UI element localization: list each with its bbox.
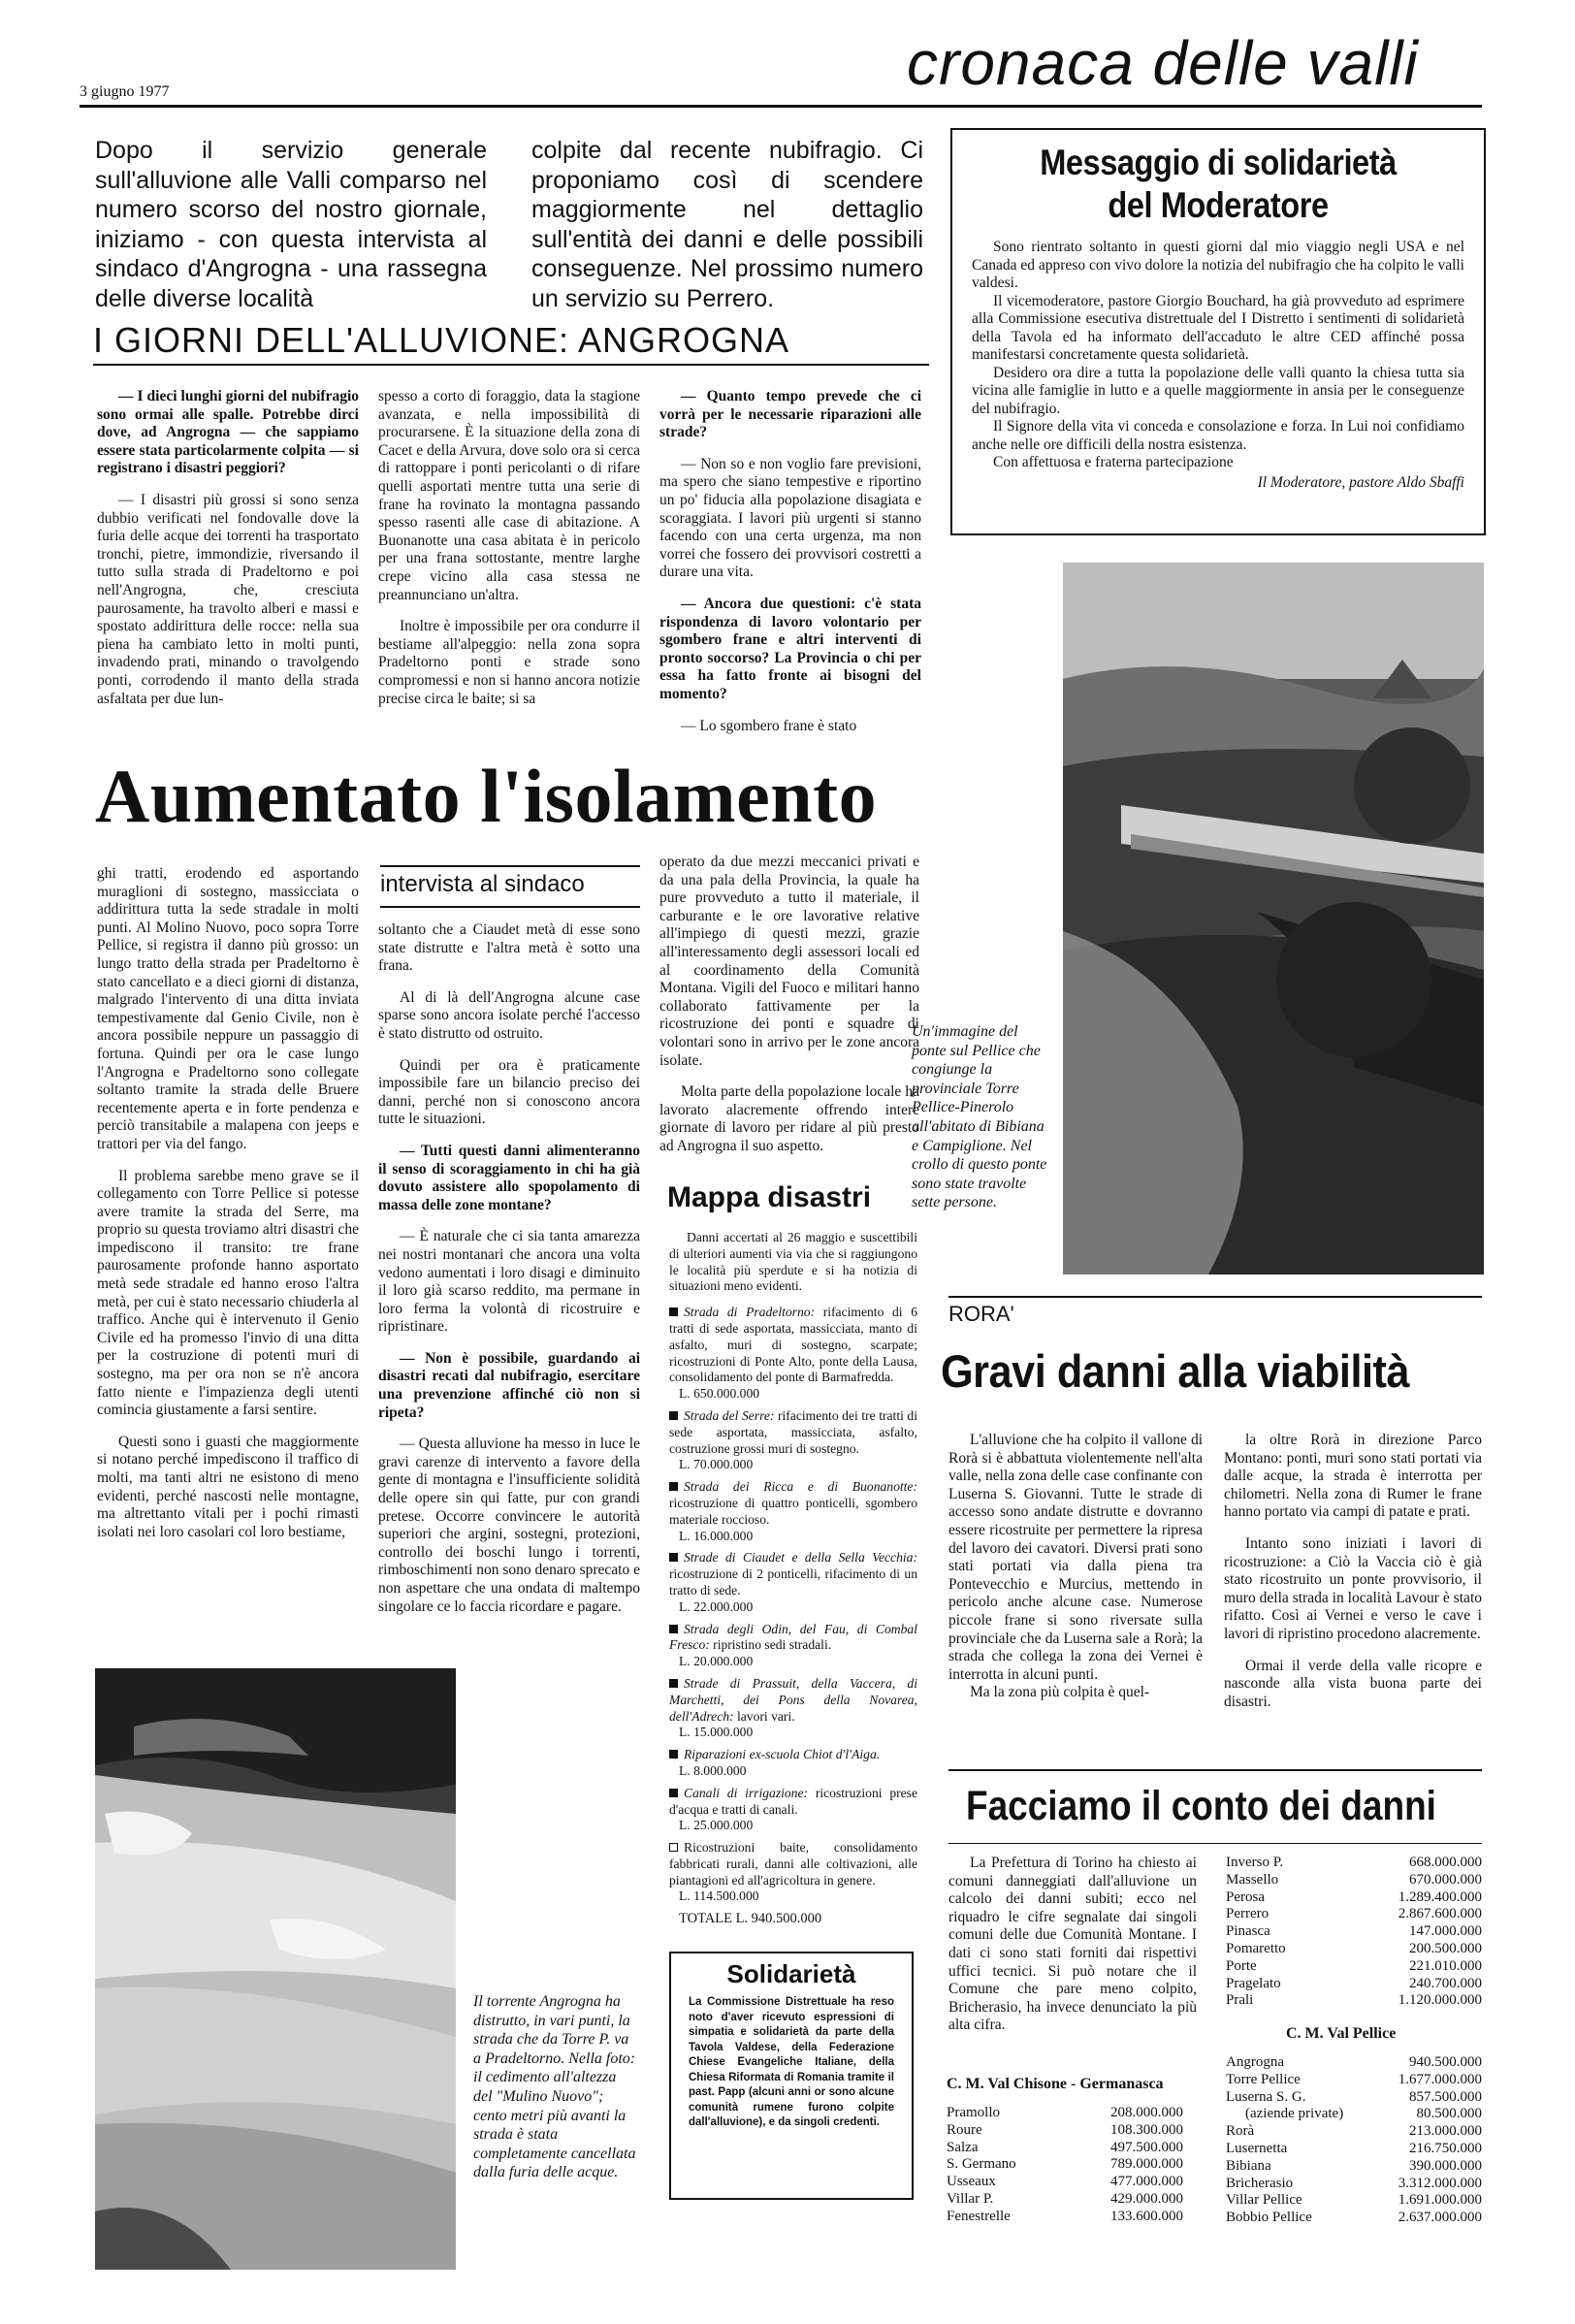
paragraph: — Non è possibile, guardando ai disastri recati dal nubifragio, esercitare una prevenzione affinché ciò non si ripeta?: [378, 1349, 640, 1421]
paragraph: — Non so e non voglio fare previsioni, ma spero che siano tempestive e riportino un po' fiducia alla popolazione disagiata e scoraggiata. I lavori più urgenti si stanno facendo con una certa urgenza, ma non vorrei che fossero dei provvisori costretti a durare una vita.: [659, 455, 921, 581]
comune-name: Pinasca: [1226, 1923, 1270, 1940]
paragraph: L'alluvione che ha colpito il vallone di Rorà si è abbattuta violentemente nell'alta valle, nella zona delle case confinante con Luserna S. Giovanni. Tutte le strade di accesso sono andate distrutte e dovranno essere ricostruite per permettere la ripresa del lavoro dei cavatori. Diversi prati sono stati portati via dalla piena tra Pontevecchio e Murcius, mettendo in pericolo anche alcune case. Numerose piccole frane si sono riversate sulla provinciale che da Luserna sale a Rorà; la strada che collega la zona dei Vernei è interrotta in alcuni punti.: [948, 1432, 1203, 1683]
mappa-amount: L. 8.000.000: [679, 1762, 747, 1778]
table-row: [947, 2191, 1183, 2209]
comune-name: Roure: [947, 2121, 982, 2138]
comune-name: Luserna S. G.: [1226, 2088, 1306, 2105]
paragraph: — I disastri più grossi si sono senza dubbio verificati nel fondovalle dove la furia delle acque dei torrenti ha trasportato tronchi, pietre, immondizie, riversando il tutto sulla strada di Pradeltorno e poi nell'Angrogna, che, cresciuta paurosamente, ha travolto alberi e massi e spostato addirittura delle rocce: nella sua piena ha cambiato letto in molti punti, invadendo prati, minando o travolgendo ponti, corrodendo il manto della strada asfaltata per due lun-: [97, 491, 359, 707]
mappa-amount: L. 20.000.000: [679, 1654, 754, 1669]
mappa-amount: L. 22.000.000: [679, 1598, 754, 1614]
table-row: [1226, 1976, 1482, 1993]
comune-name: Angrogna: [1226, 2054, 1284, 2070]
comune-value: 240.700.000: [1409, 1975, 1482, 1991]
conto-title: Facciamo il conto dei danni: [966, 1783, 1436, 1829]
comune-value: 200.500.000: [1409, 1940, 1482, 1956]
comune-value: 1.289.400.000: [1398, 1888, 1482, 1905]
solidarieta-text: La Commissione Distrettuale ha reso noto d'aver ricevuto espressioni di simpatia e solidarietà da parte della Tavola Valdese, della Federazione Chiese Evangeliche Italiane, della Chiesa Riformata di Romania tramite il past. Papp (alcuni anni or sono alcune comunità rumene furono colpite dall'alluvione), e da singoli credenti.: [689, 1996, 894, 2128]
table-row: [1226, 2158, 1482, 2176]
paragraph: Ma la zona più colpita è quel-: [970, 1684, 1150, 1701]
mappa-place: Strade di Ciaudet e della Sella Vecchia:: [684, 1550, 917, 1565]
rora-col-left: [948, 1432, 1203, 1702]
mappa-place: Strade di Prassuit, della Vaccera, di Marchetti, dei Pons della Novarea, dell'Adrech:: [669, 1675, 917, 1724]
mappa-item: [669, 1786, 917, 1834]
paragraph: — È naturale che ci sia tanta amarezza nei nostri montanari che ancora una volta vedono aumentati i loro disagi e diminuito il loro già scarso reddito, ma permane in loro ferma la volontà di ricostruire e ripristinare.: [378, 1228, 640, 1336]
mappa-amount: L. 650.000.000: [679, 1386, 760, 1402]
paragraph: Molta parte della popolazione locale ha lavorato alacremente offrendo intere giornate di lavoro per ridare al più presto ad Angrogna il suo aspetto.: [659, 1083, 919, 1154]
comune-value: 133.600.000: [1110, 2208, 1183, 2224]
table-row: [1226, 2176, 1482, 2193]
comune-value: 789.000.000: [1110, 2156, 1183, 2173]
comune-value: 216.750.000: [1409, 2140, 1482, 2156]
mappa-item: [669, 1622, 917, 1670]
table-row: [947, 2140, 1183, 2157]
message-signature: Il Moderatore, pastore Aldo Sbaffi: [1257, 473, 1464, 491]
comune-value: 1.677.000.000: [1398, 2071, 1482, 2087]
mappa-amount: L. 16.000.000: [679, 1528, 754, 1543]
mappa-amount: L. 70.000.000: [679, 1457, 754, 1472]
paragraph: Il problema sarebbe meno grave se il collegamento con Torre Pellice si potesse avere tramite la strada del Serre, ma proprio su questa troviamo altri disastri che impediscono il transito: tre frane paurosamente profonde hanno asportato metà sede stradale ed hanno eroso l'altra metà, per cui è stato necessario chiuderla al traffico. Anche qui è intervenuto il Genio Civile ed ha promesso l'invio di una ditta per la costruzione di potenti muri di sostegno, ma per ora non se n'è ancora fatto niente e l'impazienza degli utenti comincia giustamente a farsi sentire.: [97, 1167, 359, 1419]
paragraph: la oltre Rorà in direzione Parco Montano: ponti, muri sono stati portati via dalle acque, la strada è interrotta per chilometri. Nella zona di Rumer le frane hanno portato via campi di patate e prati.: [1224, 1432, 1482, 1521]
mappa-item: [669, 1840, 917, 1905]
masthead-rule: [80, 105, 1482, 108]
comune-value: 477.000.000: [1110, 2174, 1183, 2190]
mappa-item: [669, 1550, 917, 1615]
mappa-place: Strada del Serre:: [684, 1407, 775, 1423]
article-col-a: [97, 865, 359, 1541]
torrent-photo: [95, 1668, 456, 2270]
giorni-title: I GIORNI DELL'ALLUVIONE: ANGROGNA: [93, 320, 790, 360]
paragraph: — I dieci lunghi giorni del nubifragio sono ormai alle spalle. Potrebbe dirci dove, ad Angrogna — che sappiamo essere stata particolarmente colpita — si registrano i disastri peggiori?: [97, 388, 359, 477]
conto-rule-top: [948, 1769, 1482, 1771]
comune-name: Porte: [1226, 1957, 1257, 1974]
paragraph: Intanto sono iniziati i lavori di ricostruzione: a Ciò la Vaccia ciò è già stato ricostruito un ponte provvisorio, il muro della strada in località Lavour è stato rifatto. Così ai Vernei e verso le cave i lavori di ripristino procedono alacremente.: [1224, 1534, 1482, 1642]
mappa-text: rifacimento di 6 tratti di sede asportata, massicciata, manto di asfalto, muri di sostegno, scarpate; ricostruzioni di Ponte Alto, ponte della Lausa, consolidamento del ponte di Barmafredda.: [669, 1305, 917, 1385]
rora-col-right: [1224, 1432, 1482, 1711]
comune-name: Bibiana: [1226, 2157, 1271, 2174]
chisone-title: C. M. Val Chisone - Germanasca: [947, 2076, 1164, 2092]
comune-name: Rorà: [1226, 2123, 1255, 2140]
solidarieta-box: [669, 1952, 914, 2200]
table-row: [1226, 2123, 1482, 2141]
comune-value: 2.867.600.000: [1398, 1906, 1482, 1922]
table-row: [1226, 2192, 1482, 2210]
square-bullet-icon: [669, 1553, 678, 1562]
paragraph: Con affettuosa e fraterna partecipazione: [993, 454, 1234, 470]
paragraph: — Quanto tempo prevede che ci vorrà per le necessarie riparazioni alle strade?: [659, 388, 921, 441]
mappa-item: [669, 1747, 917, 1780]
conto-rule-bottom: [948, 1843, 1482, 1844]
table-row: [947, 2209, 1183, 2226]
paragraph: Quindi per ora è praticamente impossibile fare un bilancio preciso dei danni, perché non si conoscono ancora tutte le situazioni.: [378, 1056, 640, 1128]
interview-col-2: [378, 388, 640, 708]
comune-name: Bricherasio: [1226, 2175, 1294, 2191]
section-title: cronaca delle valli: [907, 28, 1419, 98]
table-row: [1226, 1958, 1482, 1976]
intro-right: colpite dal recente nubifragio. Ci proponiamo così di scendere maggiormente nel dettaglio sull'entità dei danni e delle possibili conseguenze. Nel prossimo numero un servizio su Perrero.: [531, 137, 923, 312]
article-col-b: [378, 921, 640, 1616]
comune-value: 1.120.000.000: [1398, 1992, 1482, 2009]
mappa-item: [669, 1408, 917, 1473]
table-row: [947, 2105, 1183, 2122]
comune-value: 429.000.000: [1110, 2190, 1183, 2207]
giorni-rule: [93, 364, 929, 366]
table-row: [1226, 1992, 1482, 2010]
mappa-amount: L. 114.500.000: [679, 1888, 759, 1904]
square-bullet-icon: [669, 1307, 678, 1316]
paragraph: Il Signore della vita vi conceda e consolazione e forza. In Lui noi confidiamo anche nelle ore difficili della nostra esistenza.: [972, 418, 1464, 453]
mappa-text: lavori vari.: [733, 1708, 795, 1724]
table-row: [1226, 1906, 1482, 1923]
table-row: [1226, 1872, 1482, 1889]
paragraph: Questi sono i guasti che maggiormente si notano perché impediscono il traffico di molti, ma tanti altri ne esistono di meno evidenti, perché nascosti nelle montagne, ma altrettanto vitali per i pochi rimasti isolati nei loro casolari col loro bestiame,: [97, 1433, 359, 1540]
bridge-photo-image: [1063, 563, 1484, 1275]
mappa-place: Strada degli Odin, del Fau, di Combal Fresco:: [669, 1621, 917, 1653]
comune-name: Salza: [947, 2139, 979, 2155]
pellice-table: [1226, 2054, 1482, 2227]
paragraph: Al di là dell'Angrogna alcune case sparse sono ancora isolate perché l'accesso è stato distrutto od ostruito.: [378, 988, 640, 1042]
mappa-text: Ricostruzioni baite, consolidamento fabbricati rurali, danni alle coltivazioni, alle piantagioni ed all'agricoltura in genere.: [669, 1840, 917, 1888]
conto-text: La Prefettura di Torino ha chiesto ai comuni danneggiati dall'alluvione un calcolo dei danni subiti; ecco nel riquadro le cifre segnalate dai singoli comuni delle due Comunità Montane. I dati ci sono stati forniti dai rispettivi uffici tecnici. Si può notare che il Comune che pare meno colpito, Bricherasio, ha invece denunciato la più alta cifra.: [948, 1855, 1197, 2034]
comune-name: Fenestrelle: [947, 2208, 1011, 2224]
chisone-table: [947, 2105, 1183, 2226]
mappa-intro: Danni accertati al 26 maggio e suscettibili di ulteriori aumenti via via che si raggiungono le località più sperdute e si ha notizia di situazioni meno evidenti.: [669, 1230, 917, 1294]
chisone-table-cont: [1226, 1855, 1482, 2010]
mappa-amount: L. 15.000.000: [679, 1725, 754, 1740]
paragraph: — Tutti questi danni alimenteranno il senso di scoraggiamento in chi ha già dovuto assistere allo spopolamento di massa delle zone montane?: [378, 1142, 640, 1213]
comune-value: 1.691.000.000: [1398, 2192, 1482, 2209]
comune-value: 2.637.000.000: [1398, 2210, 1482, 2226]
square-bullet-icon: [669, 1411, 678, 1420]
mappa-list: [669, 1230, 917, 1927]
interview-col-3: [659, 388, 921, 735]
mappa-text: ricostruzione di 2 ponticelli, rifacimento di un tratto di sede.: [669, 1566, 917, 1598]
rora-title: Gravi danni alla viabilità: [941, 1345, 1410, 1397]
mappa-place: Canali di irrigazione:: [684, 1785, 809, 1800]
torrent-photo-image: [95, 1668, 456, 2270]
mappa-total: TOTALE L. 940.500.000: [679, 1911, 822, 1927]
mappa-text: ricostruzioni prese d'acqua e tratti di canali.: [669, 1785, 917, 1817]
comune-name: Bobbio Pellice: [1226, 2210, 1312, 2226]
paragraph: ghi tratti, erodendo ed asportando muraglioni di sostegno, massicciata o addirittura tutta la sede stradale in molti punti. Al Molino Nuovo, poco sopra Torre Pellice, si registra il danno più grosso: un lungo tratto della strada per Pradeltorno è stato cancellato e a dieci giorni di distanza, malgrado l'intervento di una ditta inviata tempestivamente dal Genio Civile, non è ancora possibile neppure un passaggio di fortuna. Quindi per ora le case lungo l'Angrogna e Pradeltorno sono collegate soltanto tramite la strada delle Bruere recentemente aperta e in forte pendenza e perciò transitabile a malapena con jeeps e trattori per via del fango.: [97, 865, 359, 1152]
paragraph: Inoltre è impossibile per ora condurre il bestiame all'alpeggio: nella zona sopra Pradeltorno ponti e strade sono compromessi e non si hanno ancora notizie precise circa le baite; si sa: [378, 618, 640, 707]
comune-name: Perrero: [1226, 1906, 1270, 1922]
mappa-item: [669, 1479, 917, 1544]
table-row: [1226, 1855, 1482, 1872]
intervista-label: intervista al sindaco: [380, 871, 585, 897]
comune-value: 390.000.000: [1409, 2157, 1482, 2174]
comune-value: 668.000.000: [1409, 1855, 1482, 1870]
rora-rule: [948, 1296, 1482, 1298]
paragraph: Desidero ora dire a tutta la popolazione delle valli quanto la chiesa tutta sia vicina alle famiglie in lutto e a quelle maggiormente in ansia per le conseguenze del nubifragio.: [972, 364, 1464, 417]
bridge-photo-caption: Un'immagine del ponte sul Pellice che congiunge la provinciale Torre Pellice-Pinerolo all'abitato di Bibiana e Campiglione. Nel crollo di questo ponte sono state travolte sette persone.: [912, 1023, 1047, 1211]
mappa-amount: L. 25.000.000: [679, 1818, 754, 1833]
comune-name: (aziende private): [1245, 2106, 1344, 2122]
solidarieta-title: Solidarietà: [726, 1959, 856, 1988]
mappa-title: Mappa disastri: [667, 1181, 872, 1213]
mappa-text: ripristino sedi stradali.: [709, 1637, 832, 1653]
square-bullet-icon: [669, 1679, 678, 1688]
mappa-item: [669, 1676, 917, 1741]
paragraph: Sono rientrato soltanto in questi giorni dal mio viaggio negli USA e nel Canada ed appreso con vivo dolore la notizia del nubifragio che ha colpito le valli valdesi.: [972, 239, 1464, 291]
comune-name: Pramollo: [947, 2105, 1000, 2120]
comune-name: Perosa: [1226, 1888, 1265, 1905]
comune-value: 670.000.000: [1409, 1871, 1482, 1888]
comune-value: 857.500.000: [1409, 2088, 1482, 2105]
table-row: [1226, 1889, 1482, 1907]
square-bullet-icon: [669, 1789, 678, 1797]
empty-square-icon: [669, 1843, 678, 1852]
mappa-text: ricostruzione di quattro ponticelli, sgombero materiale roccioso.: [669, 1495, 917, 1527]
table-row: [947, 2174, 1183, 2191]
square-bullet-icon: [669, 1625, 678, 1633]
message-title-2: del Moderatore: [1108, 185, 1329, 225]
pellice-title: C. M. Val Pellice: [1286, 2025, 1397, 2042]
comune-name: Prali: [1226, 1992, 1254, 2009]
rora-label: RORA': [948, 1302, 1014, 1326]
comune-value: 208.000.000: [1110, 2105, 1183, 2120]
comune-value: 213.000.000: [1409, 2123, 1482, 2140]
table-row: [1226, 2089, 1482, 2107]
table-row: [1226, 2141, 1482, 2158]
table-row: [1226, 2054, 1482, 2072]
table-row: [947, 2122, 1183, 2140]
square-bullet-icon: [669, 1482, 678, 1491]
paragraph: soltanto che a Ciaudet metà di esse sono state distrutte e l'altra metà è sotto una frana.: [378, 921, 640, 975]
mappa-place: Strada dei Ricca e di Buonanotte:: [684, 1479, 917, 1495]
comune-name: Inverso P.: [1226, 1855, 1284, 1870]
mappa-text: rifacimento dei tre tratti di sede asportata, massicciata, asfalto, costruzione grossi muri di sostegno.: [669, 1407, 917, 1456]
comune-value: 3.312.000.000: [1398, 2175, 1482, 2191]
message-body: [972, 239, 1464, 472]
paragraph: operato da due mezzi meccanici privati e da una pala della Provincia, la quale ha pure provveduto a tutto il materiale, il carburante e le ore lavorative relative all'impiego di questi mezzi, grazie all'interessamento degli assessori locali ed al coordinamento della Comunità Montana. Vigili del Fuoco e militari hanno collaborato fattivamente per la ricostruzione dei ponti e squadre di volontari sono in arrivo per le zone ancora isolate.: [659, 854, 919, 1069]
table-row: [947, 2156, 1183, 2174]
comune-value: 497.500.000: [1110, 2139, 1183, 2155]
square-bullet-icon: [669, 1750, 678, 1759]
comune-name: Pomaretto: [1226, 1940, 1286, 1956]
table-row: [1226, 2210, 1482, 2227]
bridge-photo: [1063, 563, 1484, 1275]
table-row: [1226, 1923, 1482, 1941]
comune-name: Pragelato: [1226, 1975, 1281, 1991]
headline: Aumentato l'isolamento: [95, 754, 878, 838]
torrent-photo-caption: Il torrente Angrogna ha distrutto, in vari punti, la strada che da Torre P. va a Pradeltorno. Nella foto: il cedimento all'altezza del "Mulino Nuovo"; cento metri più avanti la strada è stata completamente cancellata dalla furia delle acque.: [473, 1993, 636, 2181]
intro-left: Dopo il servizio generale sull'alluvione alle Valli comparso nel numero scorso del nostro giornale, iniziamo - con questa intervista al sindaco d'Angrogna - una rassegna delle diverse località: [95, 137, 487, 312]
comune-value: 940.500.000: [1409, 2054, 1482, 2070]
article-col-c: [659, 854, 919, 1156]
table-row: [1226, 2106, 1482, 2123]
moderator-message-box: [950, 128, 1486, 535]
comune-name: Massello: [1226, 1871, 1279, 1888]
mappa-place: Riparazioni ex-scuola Chiot d'l'Aiga.: [684, 1747, 881, 1762]
comune-name: Lusernetta: [1226, 2140, 1288, 2156]
comune-value: 80.500.000: [1416, 2106, 1482, 2122]
comune-name: Villar P.: [947, 2190, 994, 2207]
comune-value: 147.000.000: [1409, 1923, 1482, 1940]
mappa-item: [669, 1305, 917, 1403]
intervista-rule-top: [380, 865, 640, 867]
comune-value: 221.010.000: [1409, 1957, 1482, 1974]
comune-name: S. Germano: [947, 2156, 1016, 2173]
message-title-1: Messaggio di solidarietà: [1040, 143, 1397, 182]
comune-name: Usseaux: [947, 2174, 996, 2190]
paragraph: — Lo sgombero frane è stato: [681, 717, 857, 734]
comune-name: Villar Pellice: [1226, 2192, 1302, 2209]
paragraph: spesso a corto di foraggio, data la stagione avanzata, e nella impossibilità di procurarsene. È la situazione della zona di Cacet e della Arvura, dove solo ora si cerca di rattoppare i ponti pericolanti o di rifare quelli asportati mentre tutta una serie di frane ha rovinato la montagna passando spesso rasenti alle case di abitazione. A Buonanotte una casa abitata è in pericolo per una frana sottostante, mentre larghe crepe vicino alla casa stessa ne preannunciano un'altra.: [378, 388, 640, 603]
paragraph: Ormai il verde della valle ricopre e nasconde alla vista buona parte dei disastri.: [1224, 1657, 1482, 1710]
intervista-rule-bottom: [380, 906, 640, 908]
issue-date: 3 giugno 1977: [80, 83, 170, 100]
table-row: [1226, 2072, 1482, 2089]
interview-col-1: [97, 388, 359, 708]
paragraph: — Ancora due questioni: c'è stata rispondenza di lavoro volontario per sgombero frane e altri interventi di pronto soccorso? La Provincia o chi per essa ha fatto fronte ai bisogni del momento?: [659, 595, 921, 702]
paragraph: Il vicemoderatore, pastore Giorgio Bouchard, ha già provveduto ad esprimere alla Commissione esecutiva distrettuale del I Distretto i sentimenti di solidarietà della Tavola ed ha informato dell'accaduto le altre CED affinché possa manifestarsi concretamente questa solidarietà.: [972, 292, 1464, 363]
mappa-place: Strada di Pradeltorno:: [684, 1305, 816, 1320]
comune-value: 108.300.000: [1110, 2121, 1183, 2138]
paragraph: — Questa alluvione ha messo in luce le gravi carenze di intervento a favore della gente di montagna e l'insufficiente solidità delle opere sin qui fatte, pur con grandi pretese. Occorre convincere le autorità superiori che argini, sostegni, protezioni, controllo dei boschi lungo i torrenti, rimboschimenti non sono denaro sprecato e non aspettare che una ondata di maltempo singolare ce lo faccia ricordare e pagare.: [378, 1436, 640, 1615]
table-row: [1226, 1941, 1482, 1958]
comune-name: Torre Pellice: [1226, 2071, 1301, 2087]
